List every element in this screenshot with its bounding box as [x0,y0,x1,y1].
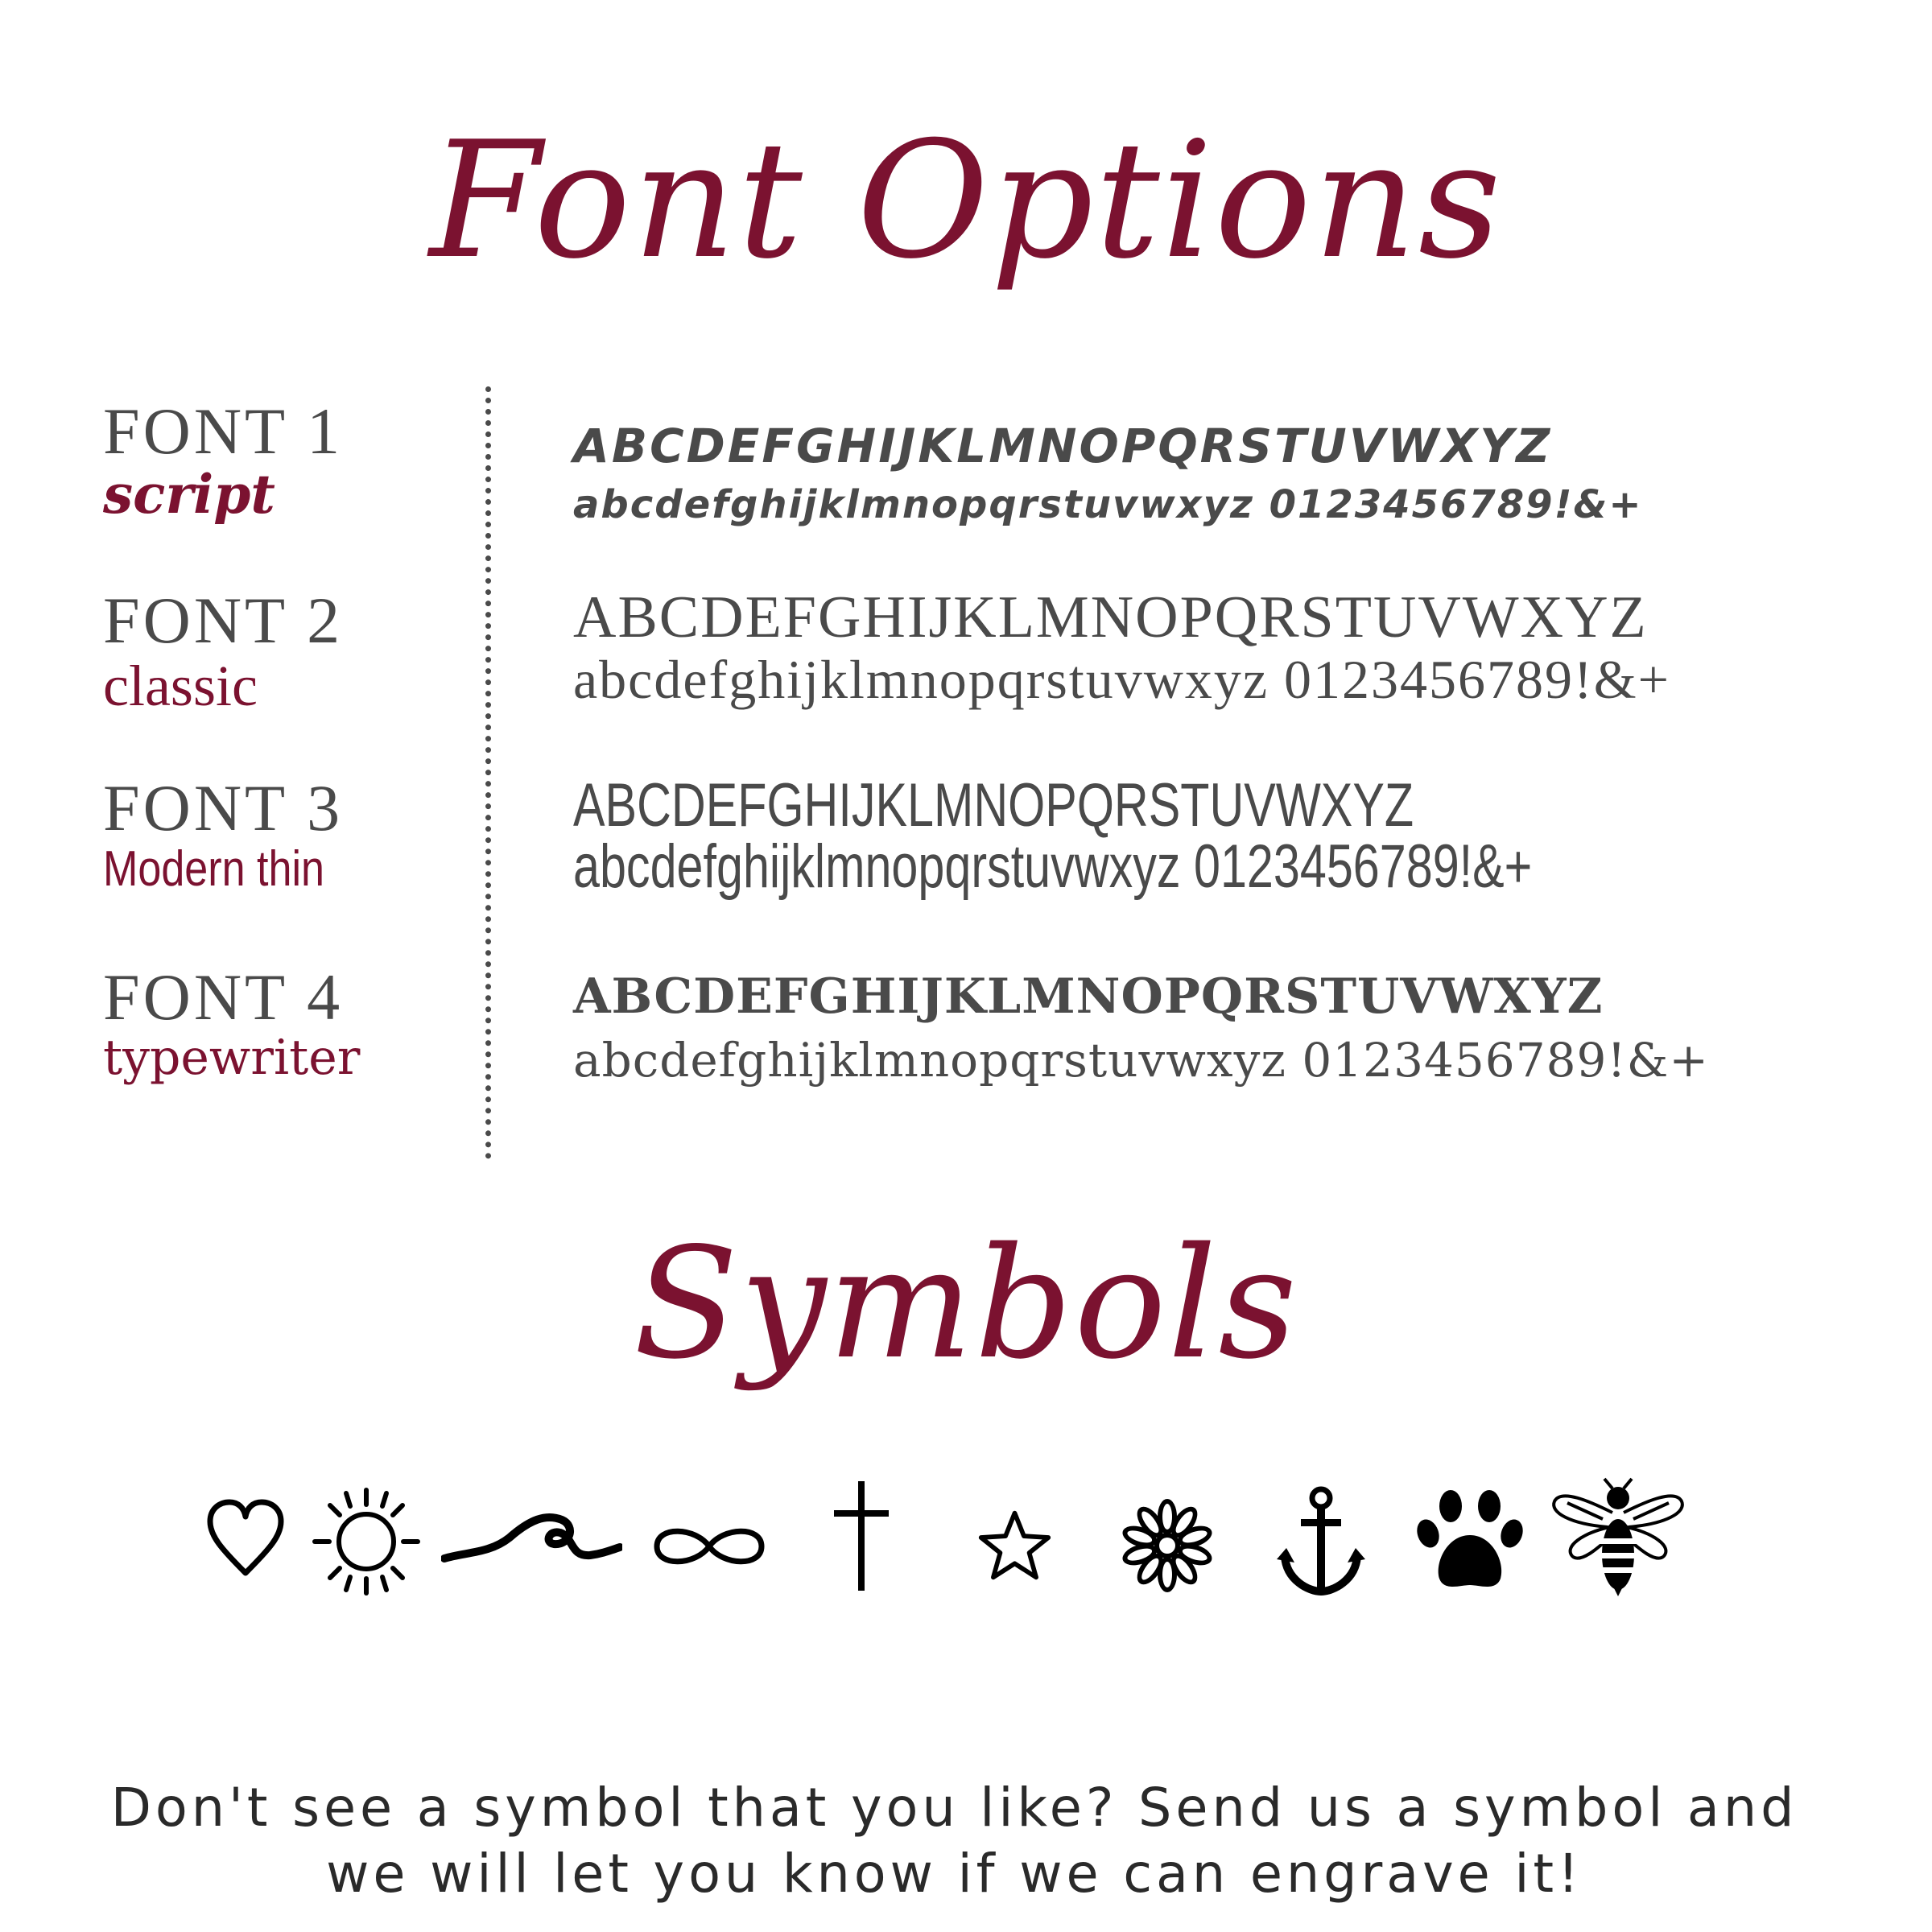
footer-line-1: Don't see a symbol that you like? Send us a symbol and [110,1777,1798,1839]
uppercase-sample: ABCDEFGHIJKLMNOPQRSTUVWXYZ [573,584,1648,650]
infinity-icon[interactable] [649,1517,770,1575]
paw-icon[interactable] [1415,1485,1524,1594]
font-name: FONT 3 [103,771,344,844]
footer-line-2: we will let you know if we can engrave it! [326,1843,1583,1905]
lowercase-sample: abcdefghijklmnopqrstuvwxyz 0123456789!&+ [573,1033,1709,1088]
lowercase-sample: abcdefghijklmnopqrstuvwxyz 0123456789!&+ [573,649,1670,710]
bee-icon[interactable] [1550,1477,1686,1598]
symbols-title: Symbols [634,1215,1298,1393]
page-title: Font Options [429,107,1503,295]
uppercase-sample: ABCDEFGHIJKLMNOPQRSTUVWXYZ [573,419,1553,473]
font-style-label: script [103,463,275,526]
font-option-3[interactable] [0,771,1932,936]
font-name: FONT 1 [103,394,344,468]
lowercase-sample: abcdefghijklmnopqrstuvwxyz 0123456789!&+ [573,832,1533,901]
font-style-label: Modern thin [103,841,325,897]
font-option-4[interactable] [0,960,1932,1125]
uppercase-sample: ABCDEFGHIJKLMNOPQRSTUVWXYZ [573,771,1414,840]
uppercase-sample: ABCDEFGHIJKLMNOPQRSTUVWXYZ [573,968,1604,1025]
font-name: FONT 2 [103,584,344,657]
sun-icon[interactable] [310,1485,423,1598]
anchor-icon[interactable] [1277,1485,1365,1598]
star-icon[interactable] [976,1507,1053,1583]
heart-icon[interactable] [205,1499,286,1579]
lowercase-sample: abcdefghijklmnopqrstuvwxyz 0123456789!&+ [573,482,1643,527]
cross-icon[interactable] [829,1480,894,1592]
flower-icon[interactable] [1119,1497,1216,1594]
symbol-strip [0,1465,1932,1610]
font-style-label: classic [103,654,258,718]
font-option-1[interactable] [0,394,1932,559]
footer-message [0,1775,1932,1907]
font-option-2[interactable] [0,584,1932,749]
wave-icon[interactable] [441,1505,622,1578]
font-style-label: typewriter [103,1030,361,1086]
font-name: FONT 4 [103,960,344,1034]
